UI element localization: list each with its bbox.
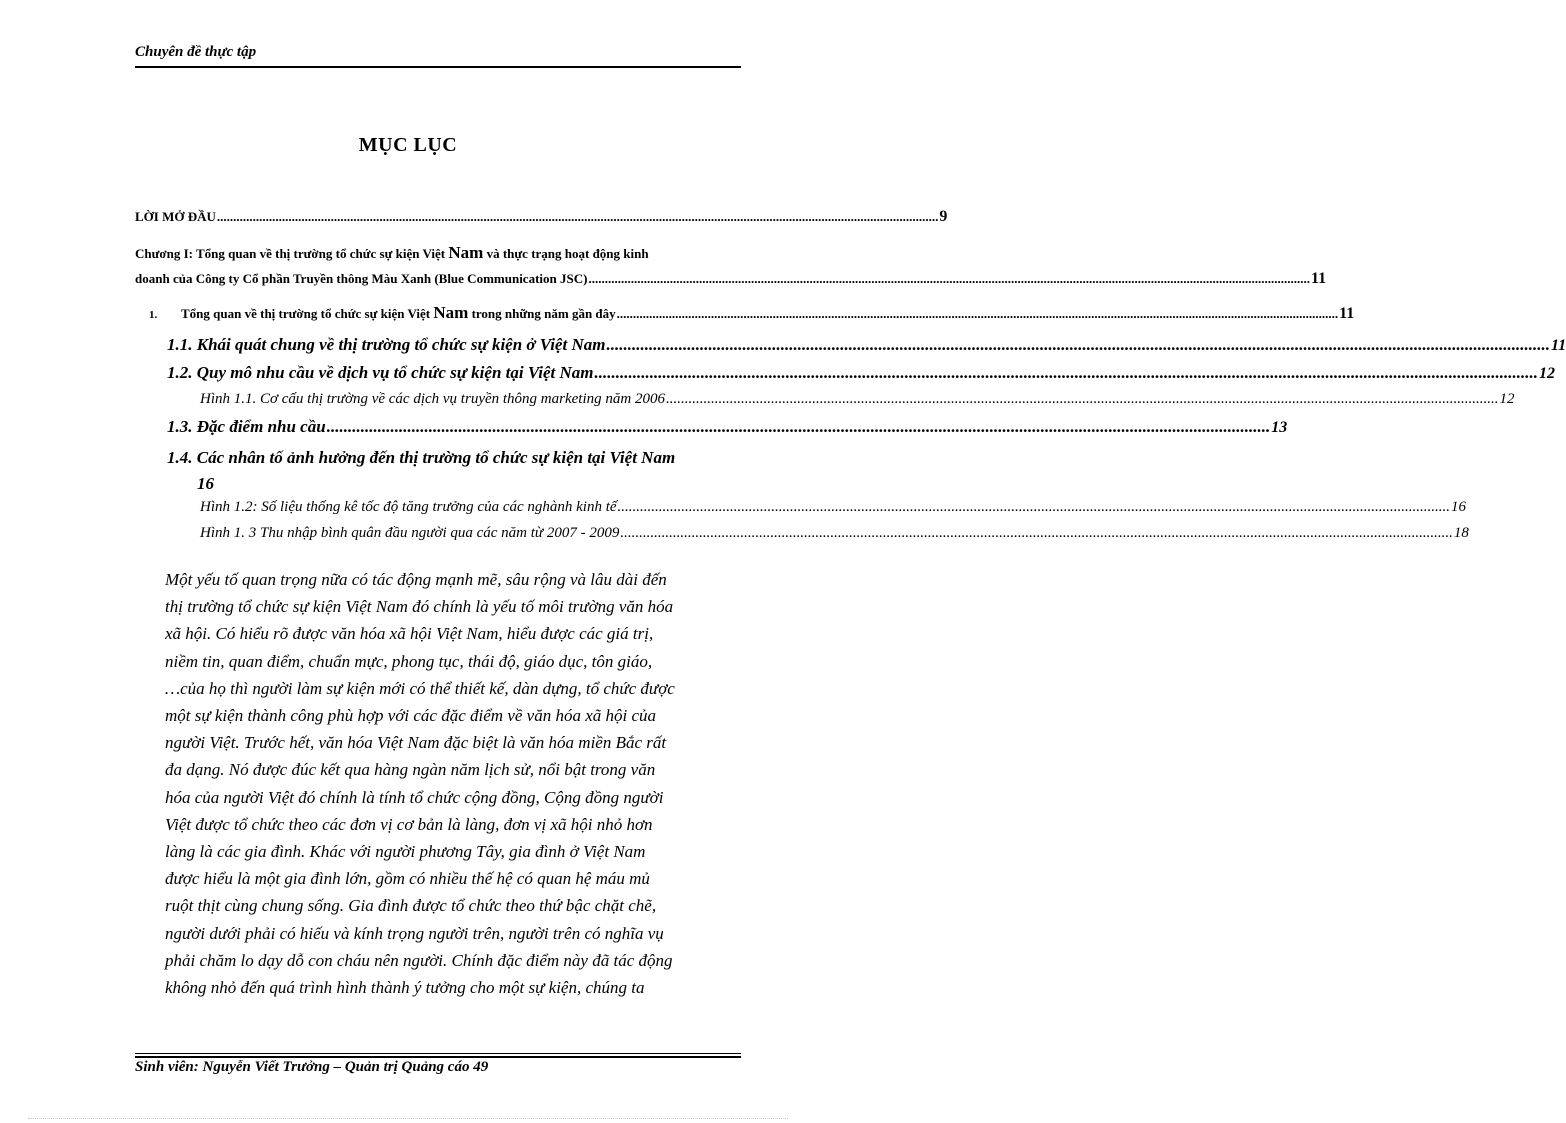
toc-label-line1: Chương I: Tổng quan về thị trường tổ chức sự kiện Việt Nam và thực trạng hoạt động kinh bbox=[135, 243, 649, 262]
toc-entry-muc-1-3[interactable] bbox=[135, 417, 1288, 445]
body-paragraph bbox=[165, 566, 745, 1001]
toc-entry-muc-1-2[interactable] bbox=[135, 363, 1555, 391]
running-footer: Sinh viên: Nguyễn Viết Trưởng – Quản trị Quảng cáo 49 bbox=[135, 1059, 489, 1075]
toc-label: 1. Tổng quan về thị trường tổ chức sự kiện Việt Nam trong những năm gần đây bbox=[149, 303, 616, 322]
body-line: Việt được tổ chức theo các đơn vị cơ bản là làng, đơn vị xã hội nhỏ hơn bbox=[165, 814, 653, 834]
toc-entry-muc-1-4[interactable] bbox=[135, 445, 741, 497]
toc-label: Hình 1.2: Số liệu thống kê tốc độ tăng trưởng của các nghành kinh tế bbox=[200, 499, 617, 515]
page-title: MỤC LỤC bbox=[358, 134, 458, 156]
toc-page-number: 11 bbox=[1310, 270, 1327, 287]
body-line: làng là các gia đình. Khác với người phương Tây, gia đình ở Việt Nam bbox=[165, 842, 646, 862]
body-line: người dưới phải có hiếu và kính trọng người trên, người trên có nghĩa vụ bbox=[165, 923, 664, 943]
toc-leader-dots bbox=[217, 209, 939, 225]
body-line: hóa của người Việt đó chính là tính tổ chức cộng đồng, Cộng đồng người bbox=[165, 787, 664, 807]
toc-label: LỜI MỞ ĐẦU bbox=[135, 209, 216, 224]
toc-page-number: 18 bbox=[1453, 525, 1469, 541]
toc-leader-dots bbox=[588, 266, 1310, 291]
toc-page-number: 11 bbox=[1550, 337, 1566, 354]
toc-entry-loi-mo-dau[interactable] bbox=[135, 208, 948, 230]
page-bottom-border bbox=[28, 1118, 788, 1119]
toc-entry-muc-1[interactable] bbox=[135, 303, 1355, 329]
body-line: niềm tin, quan điểm, chuẩn mực, phong tục, thái độ, giáo dục, tôn giáo, bbox=[165, 651, 653, 671]
toc-page-number: 16 bbox=[1451, 499, 1467, 515]
toc-entry-hinh-1-3[interactable] bbox=[135, 525, 1469, 551]
table-of-contents bbox=[135, 206, 1566, 551]
toc-label-line2: doanh của Công ty Cổ phần Truyền thông Màu Xanh (Blue Communication JSC) bbox=[135, 271, 588, 286]
body-line: thị trường tổ chức sự kiện Việt Nam đó chính là yếu tố môi trường văn hóa bbox=[165, 597, 674, 617]
toc-page-number: 16 bbox=[197, 474, 214, 493]
toc-leader-dots bbox=[606, 335, 1550, 355]
body-line: ruột thịt cùng chung sống. Gia đình được tổ chức theo thứ bậc chặt chẽ, bbox=[165, 896, 657, 916]
body-line: không nhỏ đến quá trình hình thành ý tưởng cho một sự kiện, chúng ta bbox=[165, 978, 645, 998]
toc-leader-dots bbox=[620, 525, 1453, 542]
toc-label: 1.1. Khái quát chung về thị trường tổ chức sự kiện ở Việt Nam bbox=[167, 335, 606, 354]
body-line: một sự kiện thành công phù hợp với các đặc điểm về văn hóa xã hội của bbox=[165, 706, 657, 726]
running-header: Chuyên đề thực tập bbox=[135, 44, 257, 60]
toc-entry-chuong-1[interactable] bbox=[135, 240, 1327, 291]
toc-leader-dots bbox=[666, 391, 1499, 408]
toc-entry-hinh-1-2[interactable] bbox=[135, 499, 1467, 525]
toc-page-number: 12 bbox=[1539, 365, 1555, 382]
toc-leader-dots bbox=[327, 417, 1271, 437]
toc-label: 1.3. Đặc điểm nhu cầu bbox=[167, 417, 326, 436]
toc-label: Hình 1. 3 Thu nhập bình quân đầu người qua các năm từ 2007 - 2009 bbox=[200, 525, 620, 541]
toc-page-number: 11 bbox=[1339, 305, 1355, 322]
toc-entry-hinh-1-1[interactable] bbox=[135, 391, 1515, 417]
toc-entry-muc-1-1[interactable] bbox=[135, 335, 1566, 363]
body-line: phải chăm lo dạy dỗ con cháu nên người. Chính đặc điểm này đã tác động bbox=[165, 950, 673, 970]
toc-page-number: 9 bbox=[939, 208, 948, 225]
footer-rule-thick bbox=[135, 1056, 741, 1058]
body-line: đa dạng. Nó được đúc kết qua hàng ngàn năm lịch sử, nổi bật trong văn bbox=[165, 760, 656, 780]
body-line: người Việt. Trước hết, văn hóa Việt Nam đặc biệt là văn hóa miền Bắc rất bbox=[165, 733, 667, 753]
toc-label: 1.2. Quy mô nhu cầu về dịch vụ tổ chức sự kiện tại Việt Nam bbox=[167, 363, 594, 382]
toc-label: Hình 1.1. Cơ cấu thị trường về các dịch vụ truyền thông marketing năm 2006 bbox=[200, 391, 665, 407]
toc-leader-dots bbox=[617, 306, 1339, 322]
toc-page-number: 13 bbox=[1271, 419, 1288, 436]
toc-page-number: 12 bbox=[1499, 391, 1515, 407]
toc-label: 1.4. Các nhân tố ảnh hưởng đến thị trường tổ chức sự kiện tại Việt Nam bbox=[167, 448, 676, 467]
body-line: …của họ thì người làm sự kiện mới có thể thiết kế, dàn dựng, tổ chức được bbox=[165, 678, 675, 698]
toc-leader-dots bbox=[618, 499, 1451, 516]
body-line: Một yếu tố quan trọng nữa có tác động mạnh mẽ, sâu rộng và lâu dài đến bbox=[165, 570, 667, 589]
footer-rule-thin bbox=[135, 1053, 741, 1054]
toc-leader-dots bbox=[595, 363, 1539, 383]
body-line: được hiểu là một gia đình lớn, gồm có nhiều thế hệ có quan hệ máu mủ bbox=[165, 869, 650, 889]
body-line: xã hội. Có hiểu rõ được văn hóa xã hội Việt Nam, hiểu được các giá trị, bbox=[165, 624, 654, 644]
header-rule bbox=[135, 66, 741, 68]
